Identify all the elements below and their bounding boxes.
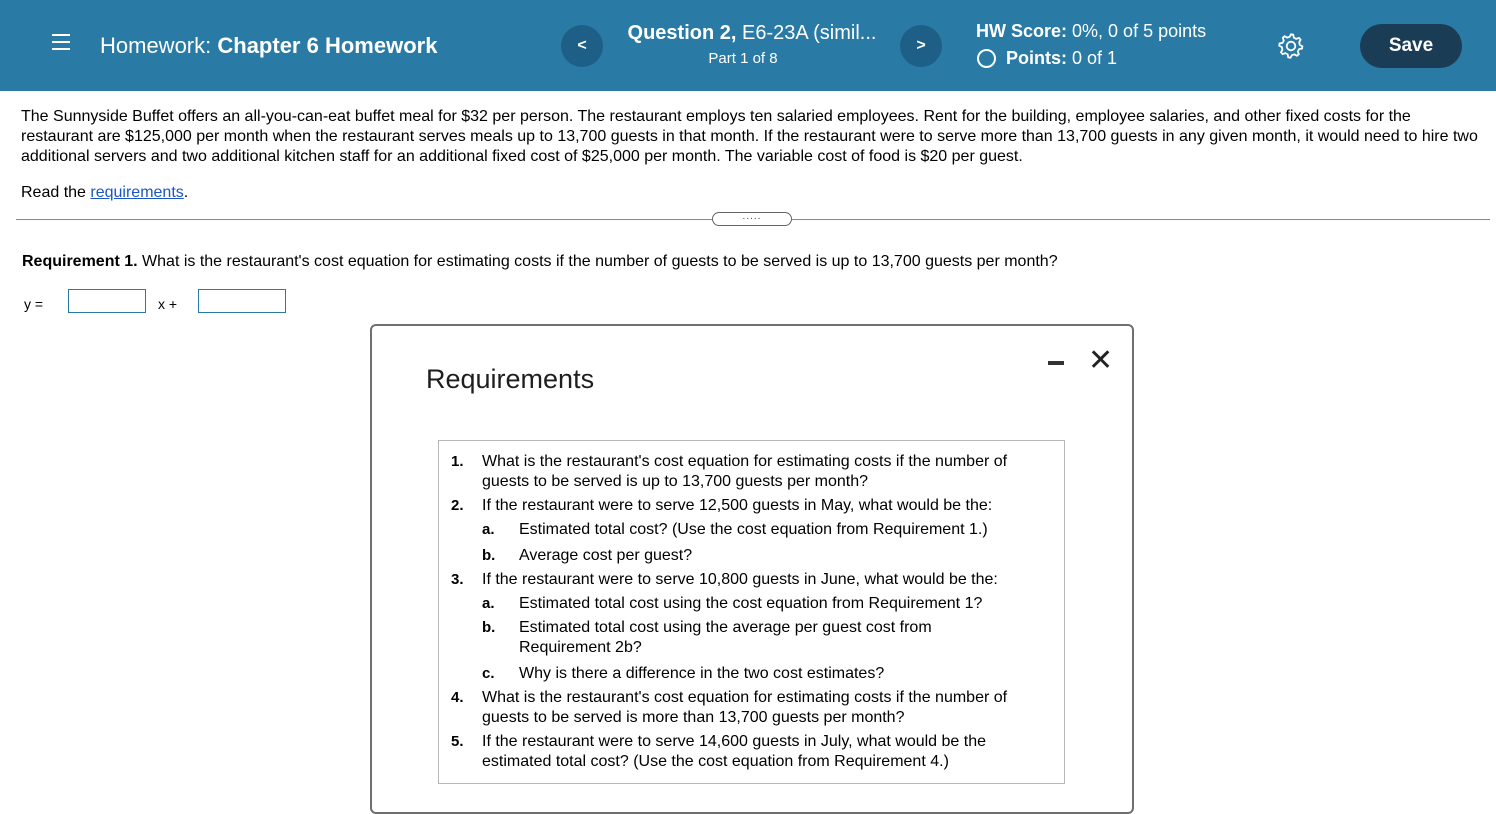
read-requirements: Read the requirements. [21,184,189,201]
list-item-number: 2. [451,497,464,514]
requirements-dialog [370,324,1134,814]
list-item: Why is there a difference in the two cost estimates? [519,665,885,682]
previous-question-button[interactable] [561,25,603,67]
question-title: Question 2, E6-23A (simil... [627,22,877,44]
chevron-left-icon: < [577,37,587,54]
list-item-number: 3. [451,571,464,588]
list-item: What is the restaurant's cost equation for estimating costs if the number of guests to be served is more than 13,700 guests per month? [482,689,1008,726]
homework-title: Homework: Chapter 6 Homework [100,33,438,58]
problem-statement: The Sunnyside Buffet offers an all-you-can-eat buffet meal for $32 per person. The restaurant employs ten salaried employees. Rent for the building, employee salaries, and other fixed costs for the restaurant are $125,000 per month when the restaurant serves meals up to 13,700 guests in that month. If the restaurant were to serve more than 13,700 guests in any given month, it would need to hire two additional servers and two additional kitchen staff for an additional fixed cost of $25,000 per month. The variable cost of food is $20 per guest. [21,108,1478,165]
list-item: Estimated total cost using the average per guest cost from Requirement 2b? [519,619,932,656]
variable-cost-input[interactable] [68,289,146,313]
hw-score: HW Score: 0%, 0 of 5 points [976,21,1207,41]
requirement-1-prompt: Requirement 1. What is the restaurant's cost equation for estimating costs if the number of guests to be served is up to 13,700 guests per month? [22,253,1058,270]
list-item: Average cost per guest? [519,547,693,564]
next-question-button[interactable] [900,25,942,67]
fixed-cost-input[interactable] [198,289,286,313]
top-bar [0,0,1496,91]
list-item-number: 1. [451,453,464,470]
list-item-number: 4. [451,689,464,706]
list-item-number: b. [482,619,496,636]
equation-y-label: y = [24,296,44,312]
list-item: If the restaurant were to serve 10,800 guests in June, what would be the: [482,571,998,588]
list-item-number: 5. [451,733,464,750]
list-item: What is the restaurant's cost equation for estimating costs if the number of guests to be served is up to 13,700 guests per month? [482,453,1008,490]
list-item: If the restaurant were to serve 14,600 guests in July, what would be the estimated total cost? (Use the cost equation from Requirement 4.) [482,733,986,770]
save-button[interactable]: Save [1360,24,1462,68]
requirements-list [438,440,1065,784]
list-item: Estimated total cost? (Use the cost equation from Requirement 1.) [519,521,988,538]
question-part: Part 1 of 8 [708,50,778,67]
menu-icon[interactable] [50,34,72,56]
list-item: Estimated total cost using the cost equation from Requirement 1? [519,595,983,612]
points: Points: 0 of 1 [977,48,1117,69]
list-item-number: c. [482,665,495,682]
dialog-title: Requirements [426,364,595,394]
chevron-right-icon: > [916,37,926,54]
list-item-number: a. [482,595,495,612]
close-icon[interactable]: ✕ [1088,344,1114,377]
list-item-number: b. [482,547,496,564]
minimize-icon[interactable] [1048,361,1064,365]
progress-circle-icon [977,49,996,68]
list-item: If the restaurant were to serve 12,500 guests in May, what would be the: [482,497,993,514]
list-item-number: a. [482,521,495,538]
expand-toggle-button[interactable]: ..... [712,212,792,226]
homework-name: Chapter 6 Homework [217,33,438,58]
requirements-link[interactable]: requirements [90,184,184,201]
gear-icon[interactable] [1278,33,1304,59]
equation-x-label: x + [158,296,178,312]
